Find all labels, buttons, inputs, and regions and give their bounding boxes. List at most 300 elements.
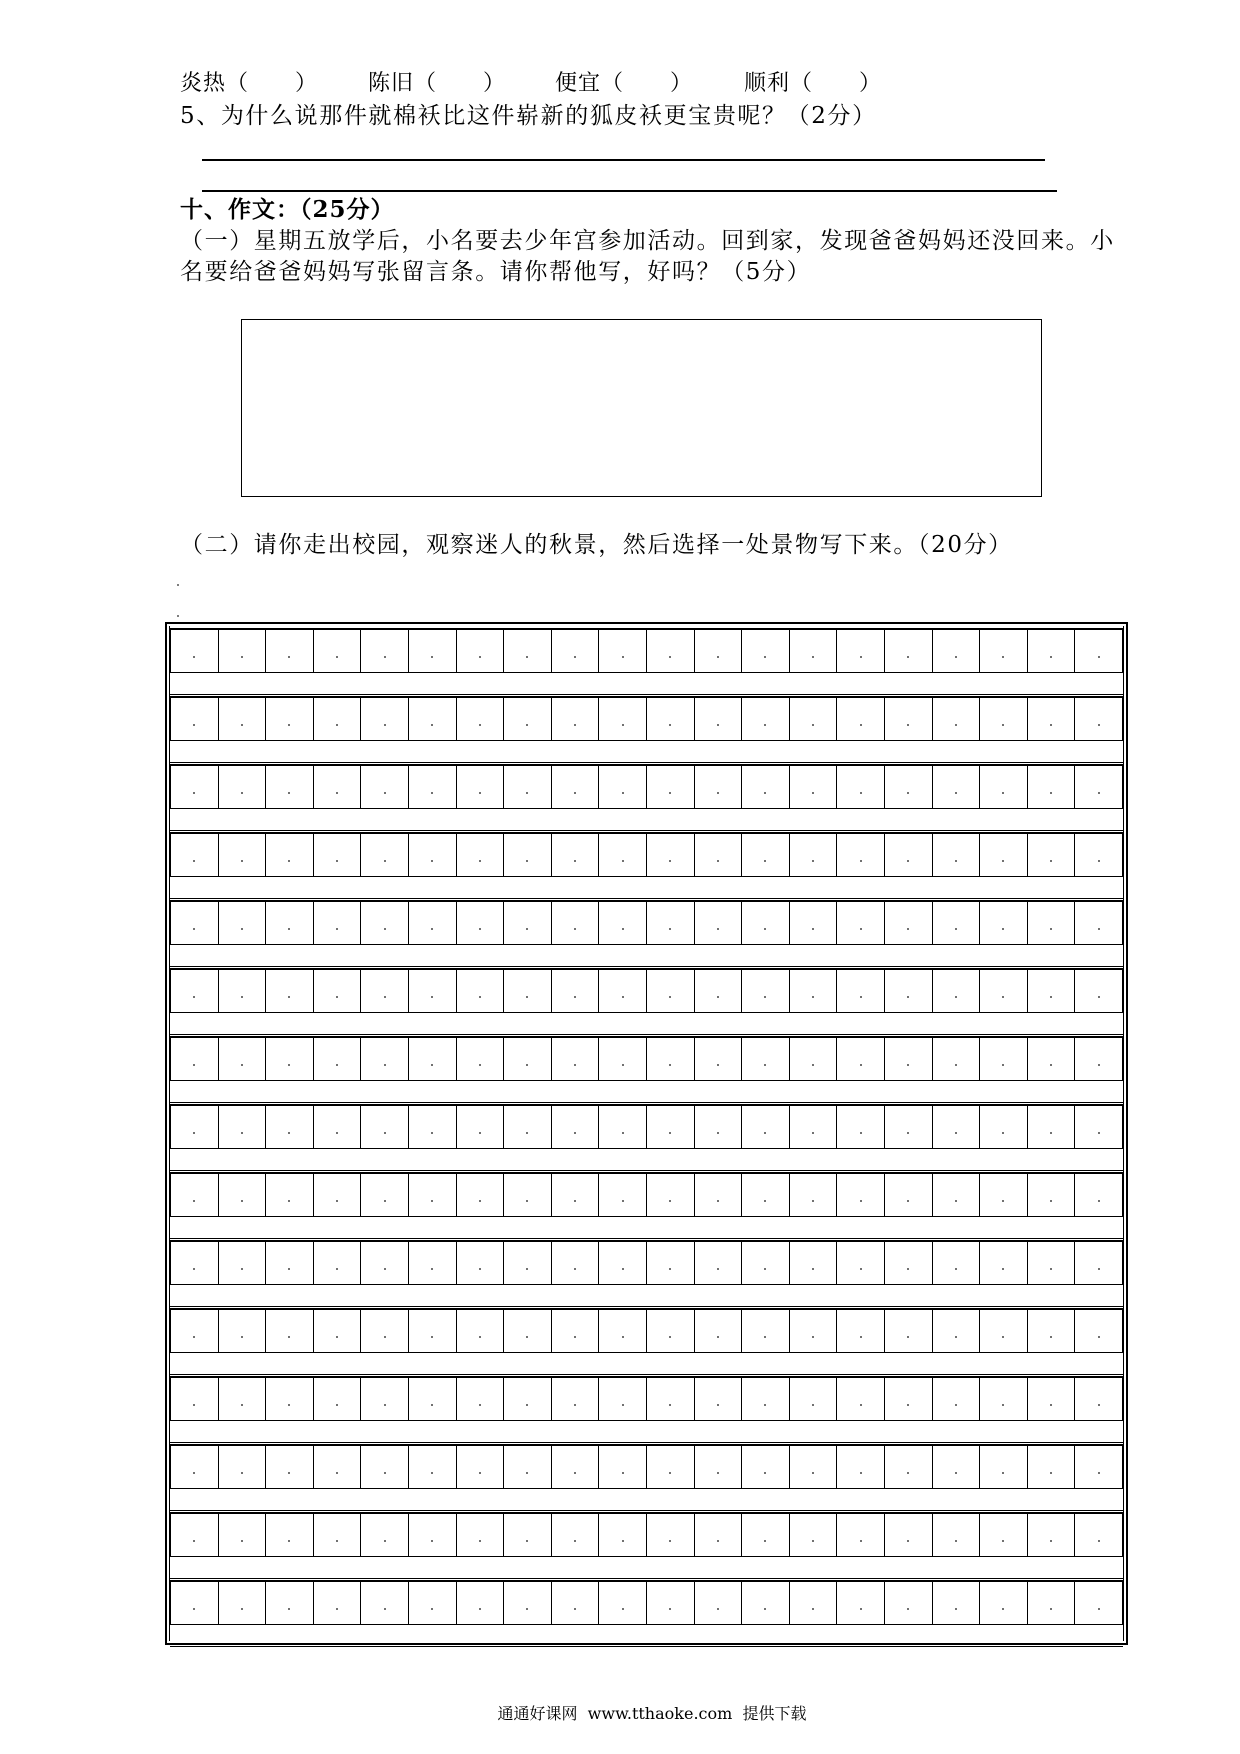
grid-cell xyxy=(1028,834,1076,876)
grid-cell xyxy=(599,902,647,944)
grid-cell xyxy=(980,766,1028,808)
grid-row xyxy=(170,1308,1123,1353)
grid-cell xyxy=(361,1582,409,1624)
grid-cell xyxy=(457,834,505,876)
grid-cell xyxy=(1028,1242,1076,1284)
grid-cell xyxy=(885,1242,933,1284)
grid-cell xyxy=(1028,1446,1076,1488)
grid-cell xyxy=(170,970,219,1012)
grid-row-spacer xyxy=(170,877,1123,899)
grid-row-spacer xyxy=(170,741,1123,763)
grid-cell xyxy=(837,902,885,944)
grid-cell xyxy=(170,630,219,672)
note-answer-box xyxy=(241,319,1042,497)
grid-cell xyxy=(266,1038,314,1080)
grid-cell xyxy=(266,970,314,1012)
grid-cell xyxy=(742,698,790,740)
grid-cell xyxy=(1028,1514,1076,1556)
grid-row-spacer xyxy=(170,1285,1123,1307)
grid-cell xyxy=(1028,902,1076,944)
grid-cell xyxy=(361,698,409,740)
grid-cell xyxy=(647,834,695,876)
grid-cell xyxy=(980,970,1028,1012)
grid-row-spacer xyxy=(170,1013,1123,1035)
grid-cell xyxy=(504,630,552,672)
grid-cell xyxy=(790,630,838,672)
grid-cell xyxy=(695,1106,743,1148)
grid-cell xyxy=(409,1242,457,1284)
grid-cell xyxy=(409,834,457,876)
grid-cell xyxy=(742,1446,790,1488)
grid-cell xyxy=(790,1106,838,1148)
grid-cell xyxy=(695,1310,743,1352)
grid-cell xyxy=(790,1242,838,1284)
grid-cell xyxy=(837,1038,885,1080)
grid-cell xyxy=(170,1038,219,1080)
grid-cell xyxy=(552,1378,600,1420)
grid-cell xyxy=(695,1242,743,1284)
grid-cell xyxy=(933,1106,981,1148)
grid-cell xyxy=(314,1174,362,1216)
grid-cell xyxy=(1028,630,1076,672)
grid-cell xyxy=(504,902,552,944)
grid-cell xyxy=(790,1514,838,1556)
grid-cell xyxy=(742,1174,790,1216)
grid-row xyxy=(170,764,1123,809)
grid-cell xyxy=(742,902,790,944)
grid-cell xyxy=(457,630,505,672)
grid-cell xyxy=(1028,1378,1076,1420)
grid-cell xyxy=(1075,902,1123,944)
grid-row xyxy=(170,1240,1123,1285)
grid-cell xyxy=(457,1174,505,1216)
grid-cell xyxy=(599,1242,647,1284)
grid-cell xyxy=(504,1038,552,1080)
grid-cell xyxy=(409,1310,457,1352)
grid-cell xyxy=(885,902,933,944)
grid-row xyxy=(170,1036,1123,1081)
grid-cell xyxy=(695,902,743,944)
grid-row-spacer xyxy=(170,1625,1123,1647)
grid-cell xyxy=(170,698,219,740)
grid-cell xyxy=(837,1310,885,1352)
grid-cell xyxy=(790,970,838,1012)
grid-cell xyxy=(1028,766,1076,808)
grid-cell xyxy=(266,1378,314,1420)
grid-cell xyxy=(790,1446,838,1488)
grid-cell xyxy=(980,1310,1028,1352)
grid-cell xyxy=(552,766,600,808)
grid-row xyxy=(170,1444,1123,1489)
grid-cell xyxy=(1075,1514,1123,1556)
grid-cell xyxy=(599,1446,647,1488)
grid-cell xyxy=(695,698,743,740)
grid-cell xyxy=(1075,1038,1123,1080)
grid-cell xyxy=(742,1514,790,1556)
grid-row-spacer xyxy=(170,809,1123,831)
grid-cell xyxy=(266,1514,314,1556)
grid-cell xyxy=(409,1514,457,1556)
grid-cell xyxy=(933,1242,981,1284)
grid-cell xyxy=(647,902,695,944)
grid-cell xyxy=(266,834,314,876)
grid-cell xyxy=(980,1582,1028,1624)
composition-heading: 十、作文：（25分） xyxy=(180,196,395,223)
grid-cell xyxy=(980,1174,1028,1216)
grid-cell xyxy=(552,1242,600,1284)
grid-cell xyxy=(980,1378,1028,1420)
grid-cell xyxy=(885,970,933,1012)
grid-row xyxy=(170,1512,1123,1557)
grid-cell xyxy=(552,902,600,944)
grid-cell xyxy=(1075,766,1123,808)
grid-cell xyxy=(742,630,790,672)
grid-cell xyxy=(170,1310,219,1352)
grid-cell xyxy=(552,630,600,672)
grid-cell xyxy=(742,766,790,808)
grid-row-spacer xyxy=(170,1421,1123,1443)
grid-cell xyxy=(552,1174,600,1216)
grid-cell xyxy=(314,1582,362,1624)
grid-cell xyxy=(361,766,409,808)
grid-cell xyxy=(599,1514,647,1556)
grid-cell xyxy=(314,1378,362,1420)
grid-cell xyxy=(885,698,933,740)
grid-cell xyxy=(647,1174,695,1216)
grid-cell xyxy=(504,1242,552,1284)
grid-cell xyxy=(742,1242,790,1284)
grid-cell xyxy=(266,766,314,808)
grid-cell xyxy=(885,1106,933,1148)
grid-cell xyxy=(885,1582,933,1624)
grid-cell xyxy=(361,834,409,876)
grid-cell xyxy=(837,630,885,672)
grid-cell xyxy=(361,1310,409,1352)
grid-cell xyxy=(314,1446,362,1488)
grid-cell xyxy=(837,1582,885,1624)
grid-cell xyxy=(219,970,267,1012)
blank-item-pianyi: 便宜（ ） xyxy=(555,71,694,96)
grid-cell xyxy=(1028,1310,1076,1352)
grid-cell xyxy=(361,1446,409,1488)
grid-cell xyxy=(552,1038,600,1080)
grid-cell xyxy=(885,1038,933,1080)
grid-cell xyxy=(361,970,409,1012)
grid-cell xyxy=(1075,1582,1123,1624)
grid-cell xyxy=(266,698,314,740)
grid-cell xyxy=(837,1378,885,1420)
grid-cell xyxy=(170,1582,219,1624)
grid-cell xyxy=(885,630,933,672)
composition-writing-grid xyxy=(165,622,1128,1645)
grid-cell xyxy=(599,1378,647,1420)
grid-cell xyxy=(504,1378,552,1420)
grid-cell xyxy=(457,970,505,1012)
grid-row-spacer xyxy=(170,1217,1123,1239)
grid-cell xyxy=(314,1242,362,1284)
grid-cell xyxy=(314,1038,362,1080)
grid-cell xyxy=(695,1582,743,1624)
grid-cell xyxy=(314,630,362,672)
grid-cell xyxy=(695,1446,743,1488)
grid-cell xyxy=(457,1242,505,1284)
grid-cell xyxy=(457,902,505,944)
grid-cell xyxy=(219,1446,267,1488)
composition-part1-line1: （一）星期五放学后，小名要去少年宫参加活动。回到家，发现爸爸妈妈还没回来。小 xyxy=(180,228,1115,254)
grid-cell xyxy=(219,834,267,876)
grid-cell xyxy=(170,1242,219,1284)
grid-cell xyxy=(219,766,267,808)
grid-cell xyxy=(980,1106,1028,1148)
grid-cell xyxy=(361,1242,409,1284)
grid-cell xyxy=(409,1038,457,1080)
grid-cell xyxy=(504,766,552,808)
grid-cell xyxy=(457,1038,505,1080)
grid-cell xyxy=(552,1582,600,1624)
grid-cell xyxy=(837,1446,885,1488)
grid-cell xyxy=(599,834,647,876)
grid-cell xyxy=(742,1378,790,1420)
grid-cell xyxy=(695,1038,743,1080)
grid-row xyxy=(170,1104,1123,1149)
stray-dot xyxy=(177,615,179,617)
grid-cell xyxy=(980,1446,1028,1488)
composition-part2: （二）请你走出校园，观察迷人的秋景，然后选择一处景物写下来。（20分） xyxy=(180,532,1013,558)
grid-cell xyxy=(552,1446,600,1488)
grid-cell xyxy=(647,1106,695,1148)
blank-item-chenjiu: 陈旧（ ） xyxy=(368,71,507,96)
grid-cell xyxy=(647,698,695,740)
grid-cell xyxy=(1075,1106,1123,1148)
grid-cell xyxy=(504,1106,552,1148)
grid-cell xyxy=(457,1446,505,1488)
grid-cell xyxy=(552,970,600,1012)
grid-cell xyxy=(933,1038,981,1080)
grid-row xyxy=(170,900,1123,945)
grid-cell xyxy=(219,1310,267,1352)
grid-cell xyxy=(361,1514,409,1556)
grid-cell xyxy=(885,1514,933,1556)
grid-cell xyxy=(885,1446,933,1488)
grid-cell xyxy=(219,902,267,944)
grid-cell xyxy=(457,1310,505,1352)
grid-cell xyxy=(647,630,695,672)
grid-cell xyxy=(837,1106,885,1148)
grid-cell xyxy=(980,902,1028,944)
grid-cell xyxy=(1075,1242,1123,1284)
grid-cell xyxy=(170,1514,219,1556)
grid-cell xyxy=(170,1378,219,1420)
grid-cell xyxy=(409,902,457,944)
grid-cell xyxy=(170,766,219,808)
grid-cell xyxy=(599,630,647,672)
grid-cell xyxy=(457,698,505,740)
grid-cell xyxy=(457,1514,505,1556)
grid-cell xyxy=(314,698,362,740)
grid-cell xyxy=(790,1038,838,1080)
grid-cell xyxy=(790,766,838,808)
grid-row xyxy=(170,628,1123,673)
grid-cell xyxy=(885,1174,933,1216)
grid-row xyxy=(170,1172,1123,1217)
grid-cell xyxy=(266,1242,314,1284)
grid-cell xyxy=(1075,834,1123,876)
grid-cell xyxy=(933,1514,981,1556)
grid-row xyxy=(170,968,1123,1013)
grid-cell xyxy=(599,1038,647,1080)
grid-cell xyxy=(742,1106,790,1148)
grid-cell xyxy=(552,834,600,876)
grid-cell xyxy=(647,970,695,1012)
grid-cell xyxy=(504,698,552,740)
grid-cell xyxy=(219,1174,267,1216)
grid-cell xyxy=(457,1378,505,1420)
grid-cell xyxy=(647,1038,695,1080)
grid-cell xyxy=(933,970,981,1012)
grid-row-spacer xyxy=(170,1081,1123,1103)
grid-cell xyxy=(266,630,314,672)
answer-line-1 xyxy=(202,159,1045,161)
grid-cell xyxy=(885,766,933,808)
grid-cell xyxy=(504,1174,552,1216)
grid-cell xyxy=(219,1582,267,1624)
grid-cell xyxy=(219,630,267,672)
grid-cell xyxy=(599,698,647,740)
grid-cell xyxy=(980,630,1028,672)
grid-cell xyxy=(552,1310,600,1352)
grid-cell xyxy=(170,1446,219,1488)
grid-cell xyxy=(695,1174,743,1216)
grid-cell xyxy=(314,1514,362,1556)
grid-cell xyxy=(1028,698,1076,740)
grid-cell xyxy=(1075,970,1123,1012)
grid-cell xyxy=(170,1106,219,1148)
blank-item-shunli: 顺利（ ） xyxy=(744,71,883,96)
footer-source: 通通好课网 www.tthaoke.com 提供下载 xyxy=(497,1704,807,1723)
grid-cell xyxy=(790,1378,838,1420)
grid-cell xyxy=(219,1378,267,1420)
grid-cell xyxy=(1028,1582,1076,1624)
grid-row xyxy=(170,696,1123,741)
grid-cell xyxy=(933,766,981,808)
grid-cell xyxy=(361,630,409,672)
grid-cell xyxy=(742,1582,790,1624)
blank-item-yanre: 炎热（ ） xyxy=(180,71,319,96)
grid-cell xyxy=(647,1446,695,1488)
grid-cell xyxy=(552,1106,600,1148)
grid-cell xyxy=(695,766,743,808)
grid-cell xyxy=(599,766,647,808)
grid-cell xyxy=(790,902,838,944)
grid-cell xyxy=(837,1242,885,1284)
grid-cell xyxy=(742,970,790,1012)
grid-cell xyxy=(1028,1038,1076,1080)
grid-cell xyxy=(1075,1310,1123,1352)
grid-cell xyxy=(409,1446,457,1488)
grid-cell xyxy=(1028,1174,1076,1216)
grid-cell xyxy=(790,698,838,740)
grid-cell xyxy=(266,1446,314,1488)
grid-cell xyxy=(790,1174,838,1216)
grid-cell xyxy=(361,1378,409,1420)
grid-cell xyxy=(361,1174,409,1216)
grid-cell xyxy=(790,1310,838,1352)
grid-cell xyxy=(980,698,1028,740)
grid-cell xyxy=(314,970,362,1012)
grid-cell xyxy=(790,1582,838,1624)
grid-cell xyxy=(599,1174,647,1216)
grid-row-spacer xyxy=(170,1489,1123,1511)
stray-dot xyxy=(177,584,179,586)
grid-row-spacer xyxy=(170,1557,1123,1579)
grid-cell xyxy=(409,1106,457,1148)
grid-cell xyxy=(314,1310,362,1352)
grid-cell xyxy=(409,1378,457,1420)
grid-cell xyxy=(837,970,885,1012)
grid-cell xyxy=(266,1106,314,1148)
grid-cell xyxy=(361,1038,409,1080)
grid-cell xyxy=(742,1038,790,1080)
grid-cell xyxy=(980,1242,1028,1284)
grid-cell xyxy=(695,1378,743,1420)
grid-cell xyxy=(695,834,743,876)
grid-cell xyxy=(219,1242,267,1284)
grid-cell xyxy=(266,1582,314,1624)
grid-cell xyxy=(219,698,267,740)
grid-cell xyxy=(552,1514,600,1556)
grid-cell xyxy=(837,766,885,808)
grid-cell xyxy=(933,834,981,876)
grid-cell xyxy=(219,1514,267,1556)
grid-cell xyxy=(409,1582,457,1624)
grid-row xyxy=(170,832,1123,877)
grid-cell xyxy=(266,1174,314,1216)
grid-cell xyxy=(695,970,743,1012)
grid-cell xyxy=(1075,1174,1123,1216)
grid-cell xyxy=(647,1310,695,1352)
grid-cell xyxy=(314,834,362,876)
writing-grid-inner xyxy=(169,626,1124,1641)
grid-cell xyxy=(933,1446,981,1488)
question-5: 5、为什么说那件就棉袄比这件崭新的狐皮袄更宝贵呢？（2分） xyxy=(180,103,877,129)
grid-row-spacer xyxy=(170,673,1123,695)
grid-cell xyxy=(504,970,552,1012)
composition-part1-line2: 名要给爸爸妈妈写张留言条。请你帮他写，好吗？（5分） xyxy=(180,259,812,285)
grid-cell xyxy=(361,1106,409,1148)
grid-cell xyxy=(219,1106,267,1148)
grid-cell xyxy=(837,1514,885,1556)
grid-cell xyxy=(599,1310,647,1352)
grid-cell xyxy=(980,1038,1028,1080)
grid-cell xyxy=(170,902,219,944)
grid-row xyxy=(170,1376,1123,1421)
grid-cell xyxy=(504,1310,552,1352)
grid-cell xyxy=(599,1582,647,1624)
grid-cell xyxy=(1075,698,1123,740)
grid-cell xyxy=(885,1310,933,1352)
grid-cell xyxy=(647,1514,695,1556)
grid-cell xyxy=(314,902,362,944)
grid-cell xyxy=(1075,1378,1123,1420)
grid-cell xyxy=(457,1582,505,1624)
grid-row-spacer xyxy=(170,1149,1123,1171)
grid-cell xyxy=(1028,1106,1076,1148)
grid-cell xyxy=(1075,630,1123,672)
grid-cell xyxy=(504,834,552,876)
grid-cell xyxy=(266,902,314,944)
grid-cell xyxy=(980,1514,1028,1556)
grid-cell xyxy=(409,970,457,1012)
